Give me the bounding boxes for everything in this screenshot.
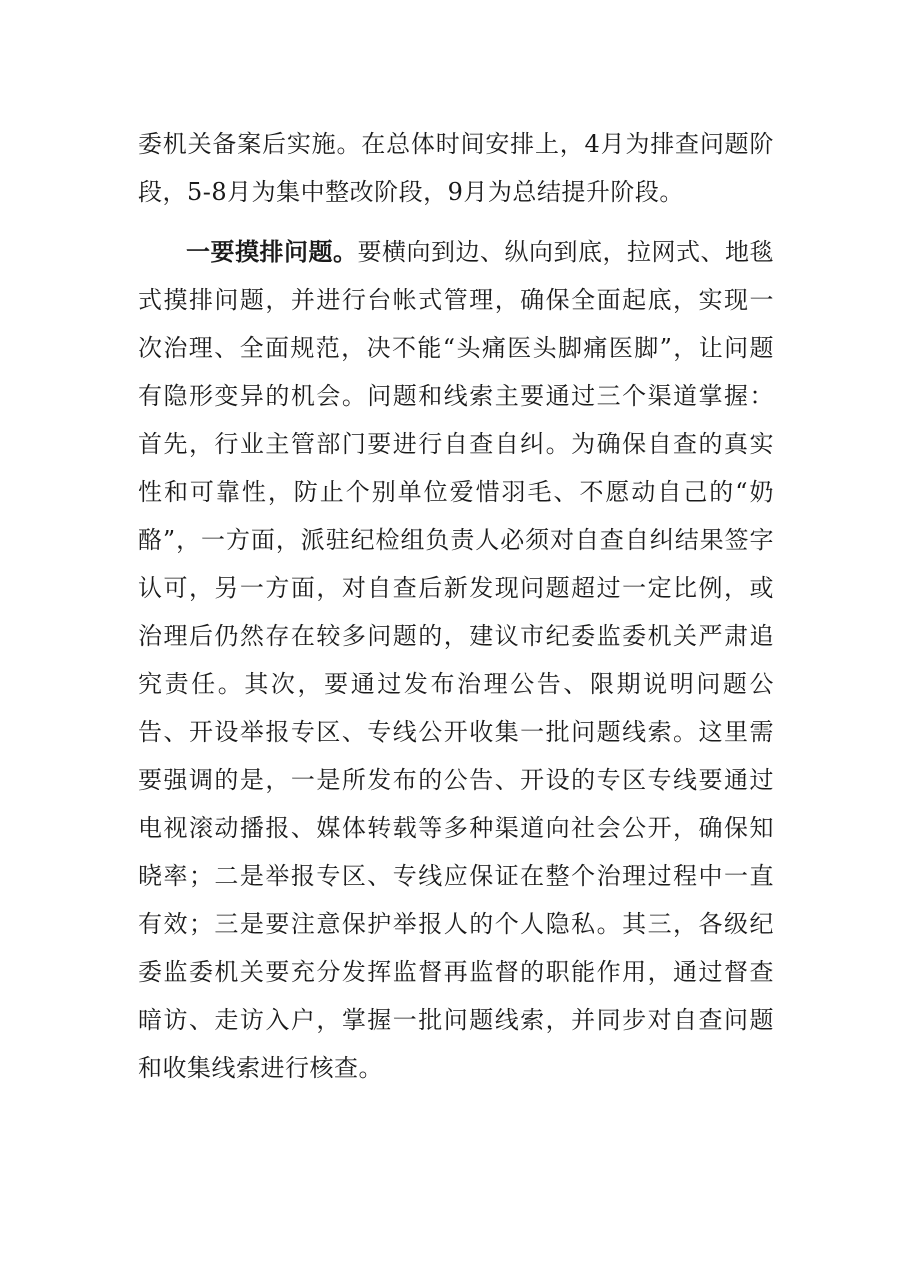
paragraph-lead-heading: 一要摸排问题。 [186,237,358,266]
paragraph-investigate-problems [138,228,774,1092]
paragraph-continuation: 委机关备案后实施。在总体时间安排上，4月为排查问题阶段，5-8月为集中整改阶段，9月为总结提升阶段。 [138,130,774,206]
paragraph-body-text: 要横向到边、纵向到底，拉网式、地毯式摸排问题，并进行台帐式管理，确保全面起底，实现一次治理、全面规范，决不能“头痛医头脚痛医脚”，让问题有隐形变异的机会。问题和线索主要通过三个渠道掌握：首先，行业主管部门要进行自查自纠。为确保自查的真实性和可靠性，防止个别单位爱惜羽毛、不愿动自己的“奶酪”，一方面，派驻纪检组负责人必须对自查自纠结果签字认可，另一方面，对自查后新发现问题超过一定比例，或治理后仍然存在较多问题的，建议市纪委监委机关严肃追究责任。其次，要通过发布治理公告、限期说明问题公告、开设举报专区、专线公开收集一批问题线索。这里需要强调的是，一是所发布的公告、开设的专区专线要通过电视滚动播报、媒体转载等多种渠道向社会公开，确保知晓率；二是举报专区、专线应保证在整个治理过程中一直有效；三是要注意保护举报人的个人隐私。其三，各级纪委监委机关要充分发挥监督再监督的职能作用，通过督查暗访、走访入户，掌握一批问题线索，并同步对自查问题和收集线索进行核查。 [138,238,774,1082]
